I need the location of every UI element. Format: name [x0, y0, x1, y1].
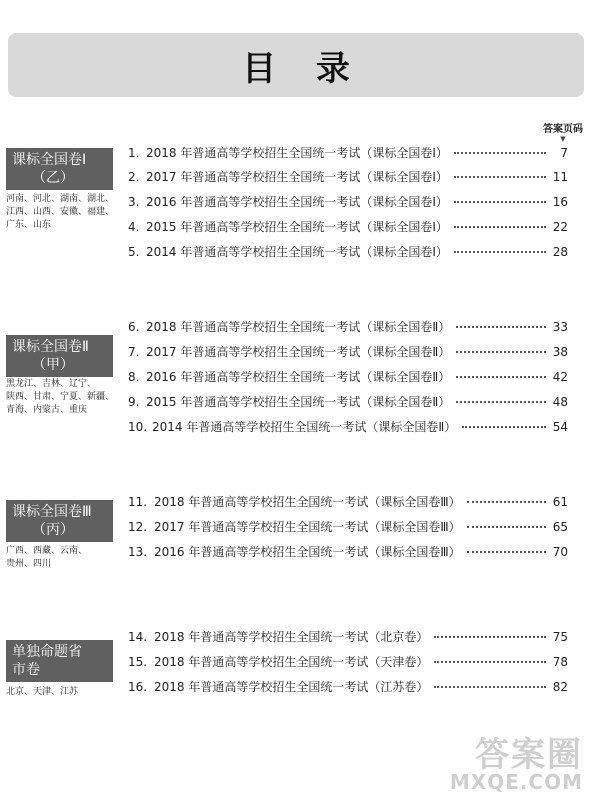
- toc-entry-2[interactable]: [128, 168, 568, 188]
- toc-entry-number: 8.: [128, 370, 140, 384]
- toc-entry-number: 10.: [128, 420, 148, 434]
- toc-entry-3[interactable]: [128, 193, 568, 213]
- watermark-url: MXQE.COM: [449, 770, 583, 794]
- toc-entry-page: 75: [552, 630, 568, 644]
- section-label-4: [6, 640, 113, 682]
- title-bar: [8, 33, 584, 97]
- answer-page-header: [543, 120, 583, 143]
- toc-entry-page: 82: [552, 680, 568, 694]
- section-label-line2: （甲）: [32, 357, 74, 373]
- section-regions-2: [6, 378, 116, 417]
- region-line: 陕西、甘肃、宁夏、新疆、: [6, 392, 115, 402]
- toc-entry-number: 13.: [128, 545, 148, 559]
- toc-leader-dots: [434, 686, 546, 688]
- toc-entry-title: 2016 年普通高等学校招生全国统一考试（课标全国卷Ⅱ）: [146, 370, 451, 384]
- region-line: 河南、河北、湖南、湖北、: [6, 194, 115, 204]
- toc-entry-title: 2018 年普通高等学校招生全国统一考试（北京卷）: [154, 630, 429, 644]
- toc-entry-page: 65: [552, 520, 568, 534]
- toc-leader-dots: [467, 501, 546, 503]
- toc-entry-8[interactable]: [128, 368, 568, 388]
- toc-entry-1[interactable]: [128, 144, 568, 164]
- section-regions-1: [6, 193, 116, 232]
- toc-entry-number: 7.: [128, 345, 140, 359]
- toc-leader-dots: [456, 351, 546, 353]
- section-regions-3: [6, 545, 116, 571]
- toc-entry-page: 54: [552, 420, 568, 434]
- toc-entry-page: 61: [552, 495, 568, 509]
- toc-entry-4[interactable]: [128, 218, 568, 238]
- toc-leader-dots: [454, 251, 546, 253]
- toc-entry-page: 38: [552, 345, 568, 359]
- toc-entry-title: 2015 年普通高等学校招生全国统一考试（课标全国卷Ⅱ）: [146, 395, 451, 409]
- toc-entry-title: 2017 年普通高等学校招生全国统一考试（课标全国卷Ⅱ）: [146, 345, 451, 359]
- toc-entry-page: 70: [552, 545, 568, 559]
- toc-entry-title: 2017 年普通高等学校招生全国统一考试（课标全国卷Ⅰ）: [146, 170, 448, 184]
- section-label-1: [6, 148, 113, 190]
- toc-entry-7[interactable]: [128, 343, 568, 363]
- watermark-logo-text: 答案圈: [475, 735, 583, 775]
- toc-entry-title: 2016 年普通高等学校招生全国统一考试（课标全国卷Ⅰ）: [146, 195, 448, 209]
- toc-entry-page: 48: [552, 395, 568, 409]
- toc-entry-number: 2.: [128, 170, 140, 184]
- toc-entry-number: 6.: [128, 320, 140, 334]
- toc-entry-15[interactable]: [128, 653, 568, 673]
- toc-leader-dots: [467, 551, 546, 553]
- toc-entry-title: 2018 年普通高等学校招生全国统一考试（课标全国卷Ⅱ）: [146, 320, 451, 334]
- section-label-2: [6, 335, 113, 377]
- toc-entry-title: 2018 年普通高等学校招生全国统一考试（江苏卷）: [154, 680, 429, 694]
- toc-entry-title: 2017 年普通高等学校招生全国统一考试（课标全国卷Ⅲ）: [154, 520, 461, 534]
- region-line: 广西、西藏、云南、: [6, 546, 88, 556]
- toc-leader-dots: [462, 426, 546, 428]
- section-label-line1: 单独命题省: [12, 644, 82, 660]
- toc-leader-dots: [454, 152, 546, 154]
- toc-entry-number: 14.: [128, 630, 148, 644]
- toc-entry-title: 2014 年普通高等学校招生全国统一考试（课标全国卷Ⅰ）: [146, 245, 448, 259]
- toc-entry-13[interactable]: [128, 543, 568, 563]
- toc-entry-number: 9.: [128, 395, 140, 409]
- toc-entry-title: 2018 年普通高等学校招生全国统一考试（课标全国卷Ⅲ）: [154, 495, 461, 509]
- toc-entry-page: 78: [552, 655, 568, 669]
- region-line: 黑龙江、吉林、辽宁、: [6, 379, 97, 389]
- toc-entry-page: 28: [552, 245, 568, 259]
- toc-entry-16[interactable]: [128, 678, 568, 698]
- toc-entry-12[interactable]: [128, 518, 568, 538]
- toc-leader-dots: [434, 661, 546, 663]
- toc-entry-9[interactable]: [128, 393, 568, 413]
- section-label-line2: （乙）: [32, 170, 74, 186]
- toc-entry-number: 16.: [128, 680, 148, 694]
- toc-entry-page: 11: [552, 170, 568, 184]
- toc-leader-dots: [456, 376, 546, 378]
- toc-entry-title: 2018 年普通高等学校招生全国统一考试（课标全国卷Ⅰ）: [146, 146, 448, 160]
- watermark: [449, 735, 583, 794]
- region-line: 青海、内蒙古、重庆: [6, 405, 88, 415]
- section-regions-4: [6, 686, 116, 699]
- toc-entry-title: 2018 年普通高等学校招生全国统一考试（天津卷）: [154, 655, 429, 669]
- toc-entry-page: 22: [552, 220, 568, 234]
- region-line: 江西、山西、安徽、福建、: [6, 207, 115, 217]
- toc-entry-number: 1.: [128, 146, 140, 160]
- toc-entry-number: 5.: [128, 245, 140, 259]
- toc-leader-dots: [434, 636, 546, 638]
- toc-leader-dots: [456, 401, 546, 403]
- toc-entry-number: 4.: [128, 220, 140, 234]
- toc-entry-6[interactable]: [128, 318, 568, 338]
- toc-entry-5[interactable]: [128, 243, 568, 263]
- page-title: 目 录: [242, 48, 364, 89]
- toc-entry-number: 12.: [128, 520, 148, 534]
- toc-entry-page: 7: [560, 146, 568, 160]
- toc-entry-number: 11.: [128, 495, 148, 509]
- toc-entry-page: 16: [552, 195, 568, 209]
- down-arrow-icon: ▼: [560, 135, 566, 143]
- region-line: 贵州、四川: [6, 559, 52, 569]
- toc-entry-title: 2016 年普通高等学校招生全国统一考试（课标全国卷Ⅲ）: [154, 545, 461, 559]
- section-label-line1: 课标全国卷Ⅲ: [12, 504, 92, 520]
- toc-leader-dots: [454, 226, 546, 228]
- toc-entry-number: 15.: [128, 655, 148, 669]
- toc-entry-page: 33: [552, 320, 568, 334]
- toc-entry-title: 2014 年普通高等学校招生全国统一考试（课标全国卷Ⅱ）: [152, 420, 457, 434]
- toc-entry-page: 42: [552, 370, 568, 384]
- toc-entry-14[interactable]: [128, 628, 568, 648]
- section-label-line1: 课标全国卷Ⅱ: [12, 339, 89, 355]
- toc-leader-dots: [454, 201, 546, 203]
- toc-entry-title: 2015 年普通高等学校招生全国统一考试（课标全国卷Ⅰ）: [146, 220, 448, 234]
- section-label-3: [6, 500, 113, 542]
- section-label-line1: 课标全国卷Ⅰ: [12, 152, 87, 168]
- answer-page-header-label: 答案页码: [543, 124, 583, 135]
- toc-entry-10[interactable]: [128, 418, 568, 438]
- region-line: 北京、天津、江苏: [6, 687, 79, 697]
- section-label-line2: （丙）: [32, 522, 74, 538]
- section-label-line2: 市卷: [12, 662, 40, 678]
- toc-leader-dots: [454, 176, 546, 178]
- toc-entry-11[interactable]: [128, 493, 568, 513]
- toc-leader-dots: [467, 526, 546, 528]
- toc-leader-dots: [456, 326, 546, 328]
- region-line: 广东、山东: [6, 220, 52, 230]
- toc-entry-number: 3.: [128, 195, 140, 209]
